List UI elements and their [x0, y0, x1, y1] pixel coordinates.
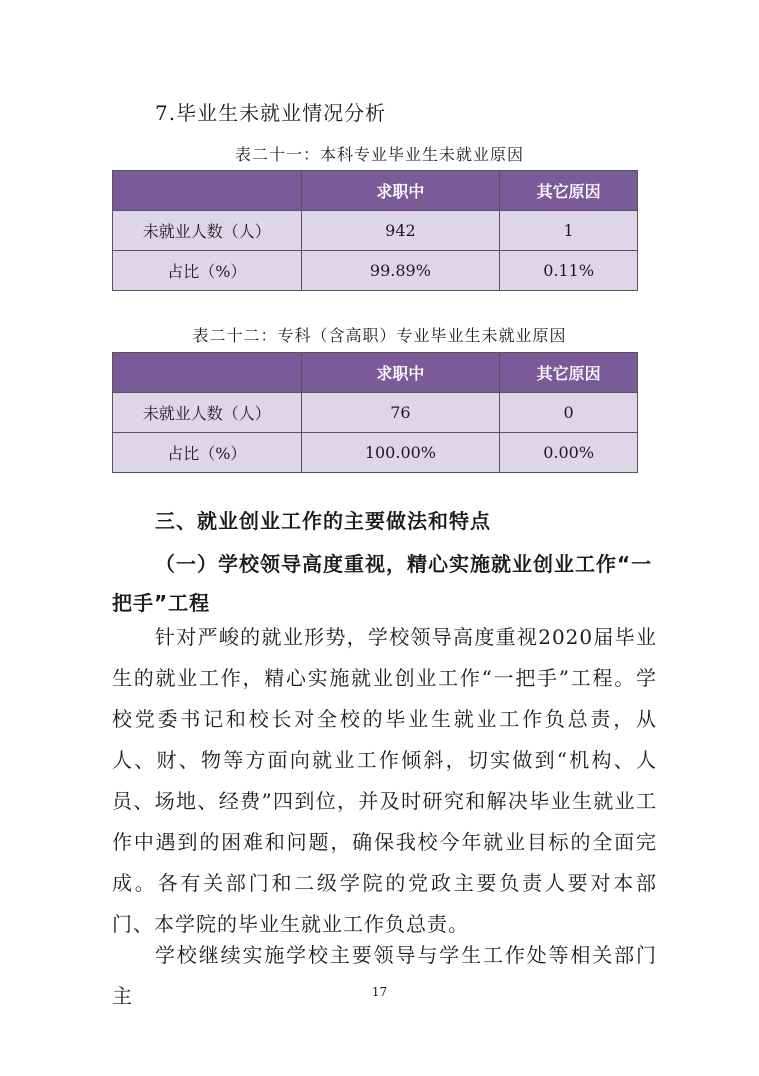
- table-cell: 100.00%: [301, 433, 500, 473]
- page-number: 17: [371, 985, 388, 999]
- table22: [112, 352, 638, 473]
- table-cell: 0.00%: [500, 433, 638, 473]
- heading-level3: 三、就业创业工作的主要做法和特点: [155, 509, 491, 533]
- table-header-cell: 求职中: [301, 353, 500, 393]
- table-row: [113, 433, 638, 473]
- table-cell: 1: [500, 211, 638, 251]
- table-header-row: [113, 171, 638, 211]
- table-row: [113, 393, 638, 433]
- table-header-cell: [113, 353, 302, 393]
- table-header-row: [113, 353, 638, 393]
- table-row: [113, 251, 638, 291]
- table-header-cell: 其它原因: [500, 353, 638, 393]
- table-cell: 未就业人数（人）: [113, 211, 302, 251]
- table-cell: 99.89%: [301, 251, 500, 291]
- table-cell: 76: [301, 393, 500, 433]
- section-heading: 7.毕业生未就业情况分析: [155, 101, 387, 125]
- table-row: [113, 211, 638, 251]
- table-header-cell: 求职中: [301, 171, 500, 211]
- body-paragraph: 学校继续实施学校主要领导与学生工作处等相关部门主: [112, 943, 657, 1008]
- table-cell: 0.11%: [500, 251, 638, 291]
- table-cell: 0: [500, 393, 638, 433]
- table21: [112, 170, 638, 291]
- table-cell: 占比（%）: [113, 251, 302, 291]
- table-cell: 942: [301, 211, 500, 251]
- table-header-cell: [113, 171, 302, 211]
- table-header-cell: 其它原因: [500, 171, 638, 211]
- table-cell: 未就业人数（人）: [113, 393, 302, 433]
- table21-caption: 表二十一：本科专业毕业生未就业原因: [234, 145, 524, 164]
- table-cell: 占比（%）: [113, 433, 302, 473]
- body-paragraph: 针对严峻的就业形势，学校领导高度重视2020届毕业生的就业工作，精心实施就业创业工作“一把手”工程。学校党委书记和校长对全校的毕业生就业工作负总责，从人、财、物等方面向就业工作倾斜，切实做到“机构、人员、场地、经费”四到位，并及时研究和解决毕业生就业工作中遇到的困难和问题，确保我校今年就业目标的全面完成。各有关部门和二级学院的党政主要负责人要对本部门、本学院的毕业生就业工作负总责。: [112, 625, 657, 936]
- table22-caption: 表二十二：专科（含高职）专业毕业生未就业原因: [192, 326, 567, 345]
- heading-level4: （一）学校领导高度重视，精心实施就业创业工作“一把手”工程: [112, 552, 653, 615]
